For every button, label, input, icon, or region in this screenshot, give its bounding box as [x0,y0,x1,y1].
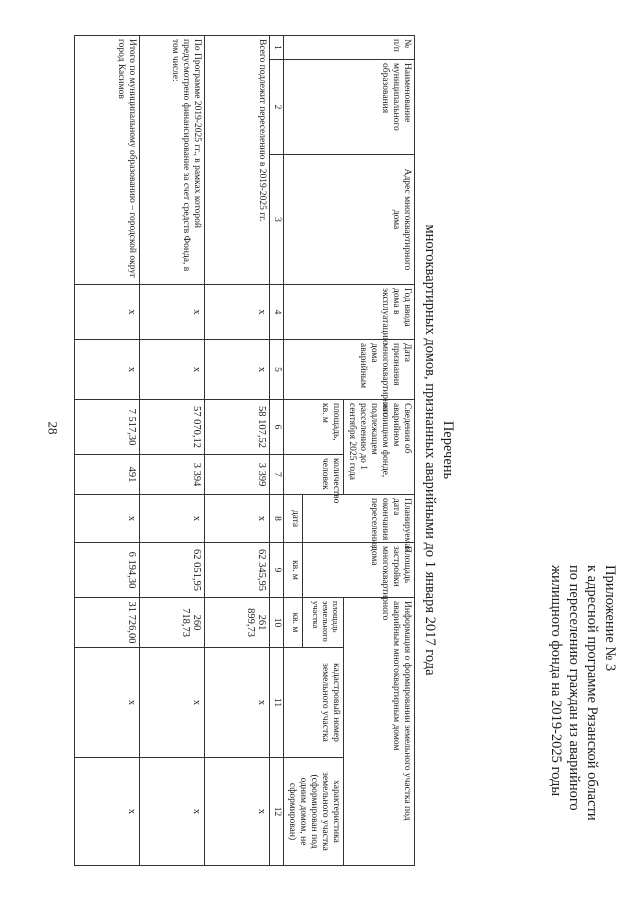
header-land-info: Информация о формировании земельного участка под аварийным многоквартирным домом [344,598,415,866]
cell-land-area: 31 726,00 [75,598,140,648]
title-line: многоквартирных домов, признанных аварийными до 1 января 2017 года [422,224,438,676]
table-row [75,36,140,866]
column-number: 12 [270,758,284,866]
appendix-line: жилищного фонда на 2019-2025 годы [548,565,564,797]
cell-area: 7 517,30 [75,400,140,455]
cell-characteristic: x [140,758,205,866]
appendix-line: к адресной программе Рязанской области [584,565,600,821]
cell-date: x [75,340,140,400]
header-cadastral: кадастровый номер земельного участка [284,648,344,758]
table-row [140,36,205,866]
header-area: площадь, кв. м [284,400,344,455]
cell-people: 491 [75,455,140,495]
header-housing-info: Сведения об аварийном жилищном фонде, подлежащем расселению до 1 сентября 2025 года [344,400,415,495]
cell-area: 58 107,52 [205,400,270,455]
cell-cadastral: x [205,648,270,758]
title-line: Перечень [440,420,456,480]
table-row [205,36,270,866]
cell-date: x [205,340,270,400]
column-number: 3 [270,155,284,285]
header-planned-date: Планируемая дата окончания переселения [302,495,414,543]
header-date-unit: дата [284,495,303,543]
column-number: 11 [270,648,284,758]
cell-planned: x [205,495,270,543]
cell-planned: x [75,495,140,543]
column-number: 7 [270,455,284,495]
column-number-row [270,36,284,866]
cell-date: x [140,340,205,400]
table-header-row [344,36,415,866]
cell-area: 57 070,12 [140,400,205,455]
cell-characteristic: x [75,758,140,866]
appendix-line: Приложение № 3 [602,565,618,672]
document-title [421,15,457,885]
header-num: № п/п [284,36,415,60]
cell-land-area: 261 899,73 [205,598,270,648]
cell-characteristic: x [205,758,270,866]
header-characteristic: характеристика земельного участка (сформирован под одним домом, не сформирован) [284,758,344,866]
header-recognition-date: Дата признания многоквартирного дома аварийным [284,340,415,400]
appendix-header [547,565,619,865]
row-label: По Программе 2019-2025 гг., в рамках которой предусмотрено финансирование за счет средств Фонда, в том числе: [140,36,205,285]
cell-building-area: 62 345,95 [205,543,270,598]
header-sqm: кв. м [284,598,303,648]
header-land-area: площадь земельного участка [302,598,343,648]
cell-year: x [205,285,270,340]
column-number: 2 [270,60,284,155]
appendix-line: по переселению граждан из аварийного [566,565,582,811]
column-number: 5 [270,340,284,400]
cell-building-area: 6 194,30 [75,543,140,598]
header-year: Год ввода дома в эксплуатацию [284,285,415,340]
cell-cadastral: x [140,648,205,758]
column-number: 1 [270,36,284,60]
column-number: 9 [270,543,284,598]
cell-land-area: 260 718,73 [140,598,205,648]
header-sqm: кв. м [284,543,303,598]
cell-cadastral: x [75,648,140,758]
header-address: Адрес многоквартирного дома [284,155,415,285]
header-municipality: Наименование муниципального образования [284,60,415,155]
page-number: 28 [45,421,61,435]
cell-people: 3 399 [205,455,270,495]
cell-people: 3 394 [140,455,205,495]
column-number: 10 [270,598,284,648]
row-label: Итого по муниципальному образованию – городской округ город Касимов [75,36,140,285]
row-label: Всего подлежит переселению в 2019-2025 гг. [205,36,270,285]
header-building-area: Площадь застройки многоквартирного дома [302,543,414,598]
document-sheet [15,15,625,885]
cell-planned: x [140,495,205,543]
houses-table [74,35,415,866]
cell-building-area: 62 051,95 [140,543,205,598]
column-number: 8 [270,495,284,543]
cell-year: x [75,285,140,340]
column-number: 4 [270,285,284,340]
cell-year: x [140,285,205,340]
header-people: количество человек [284,455,344,495]
column-number: 6 [270,400,284,455]
